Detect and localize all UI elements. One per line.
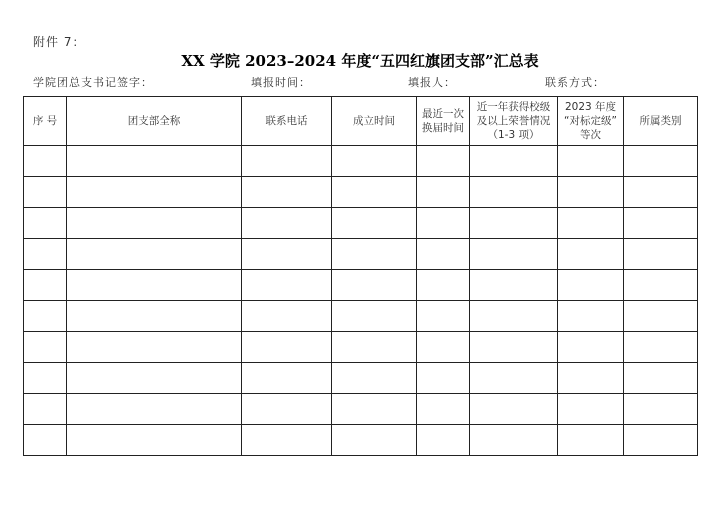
attachment-label: 附件 7： <box>33 35 86 49</box>
table-cell[interactable] <box>558 208 624 239</box>
table-cell[interactable] <box>470 239 558 270</box>
table-cell[interactable] <box>470 363 558 394</box>
table-cell[interactable] <box>558 301 624 332</box>
header-row <box>24 97 698 146</box>
table-cell[interactable] <box>624 394 698 425</box>
table-cell[interactable] <box>417 332 470 363</box>
table-cell[interactable] <box>67 394 242 425</box>
table-row <box>24 394 698 425</box>
table-cell[interactable] <box>67 208 242 239</box>
table-row <box>24 239 698 270</box>
table-cell[interactable] <box>624 301 698 332</box>
table-cell[interactable] <box>67 425 242 456</box>
table-cell[interactable] <box>558 177 624 208</box>
table-cell[interactable] <box>558 146 624 177</box>
table-cell[interactable] <box>470 146 558 177</box>
table-cell[interactable] <box>417 270 470 301</box>
table-cell[interactable] <box>558 394 624 425</box>
table-cell[interactable] <box>624 363 698 394</box>
table-row <box>24 177 698 208</box>
table-cell[interactable] <box>242 425 332 456</box>
column-header <box>470 97 558 146</box>
table-row <box>24 425 698 456</box>
table-cell[interactable] <box>417 208 470 239</box>
table-cell[interactable] <box>24 239 67 270</box>
table-cell[interactable] <box>332 239 417 270</box>
table-body <box>24 146 698 456</box>
table-cell[interactable] <box>417 239 470 270</box>
fill-time-label: 填报时间： <box>251 76 311 89</box>
table-cell[interactable] <box>24 332 67 363</box>
table-cell[interactable] <box>624 425 698 456</box>
column-header-line: 序 号 <box>32 115 58 127</box>
table-cell[interactable] <box>242 332 332 363</box>
table-cell[interactable] <box>624 177 698 208</box>
table-cell[interactable] <box>24 208 67 239</box>
table-cell[interactable] <box>470 270 558 301</box>
column-header <box>558 97 624 146</box>
table-cell[interactable] <box>242 301 332 332</box>
table-cell[interactable] <box>470 394 558 425</box>
table-row <box>24 332 698 363</box>
summary-table <box>23 96 698 456</box>
table-cell[interactable] <box>558 363 624 394</box>
column-header-line: 团支部全称 <box>127 115 181 127</box>
table-cell[interactable] <box>624 239 698 270</box>
table-cell[interactable] <box>242 394 332 425</box>
table-cell[interactable] <box>67 363 242 394</box>
table-cell[interactable] <box>24 177 67 208</box>
column-header <box>624 97 698 146</box>
table-cell[interactable] <box>470 425 558 456</box>
table-row <box>24 146 698 177</box>
table-cell[interactable] <box>24 363 67 394</box>
table-cell[interactable] <box>417 301 470 332</box>
table-cell[interactable] <box>332 332 417 363</box>
table-cell[interactable] <box>332 208 417 239</box>
column-header-line: 换届时间 <box>422 122 464 134</box>
table-cell[interactable] <box>242 146 332 177</box>
table-cell[interactable] <box>24 146 67 177</box>
document-title: XX 学院 2023–2024 年度“五四红旗团支部”汇总表 <box>181 52 539 70</box>
table-cell[interactable] <box>624 332 698 363</box>
table-cell[interactable] <box>67 239 242 270</box>
table-cell[interactable] <box>624 270 698 301</box>
table-cell[interactable] <box>242 208 332 239</box>
contact-label: 联系方式： <box>545 76 605 89</box>
table-cell[interactable] <box>417 146 470 177</box>
table-cell[interactable] <box>417 177 470 208</box>
filler-label: 填报人： <box>408 76 456 89</box>
table-cell[interactable] <box>470 177 558 208</box>
table-cell[interactable] <box>67 332 242 363</box>
table-row <box>24 208 698 239</box>
column-header <box>242 97 332 146</box>
table-cell[interactable] <box>332 425 417 456</box>
table-cell[interactable] <box>624 208 698 239</box>
table-cell[interactable] <box>470 208 558 239</box>
column-header <box>332 97 417 146</box>
table-cell[interactable] <box>24 425 67 456</box>
table-cell[interactable] <box>332 177 417 208</box>
table-cell[interactable] <box>242 239 332 270</box>
column-header-line: 近一年获得校级 <box>476 101 551 113</box>
column-header-line: 成立时间 <box>353 115 395 127</box>
column-header-line: 2023 年度 <box>564 101 617 113</box>
table-row <box>24 363 698 394</box>
table-cell[interactable] <box>67 301 242 332</box>
table-cell[interactable] <box>67 177 242 208</box>
column-header-line: 最近一次 <box>422 108 464 120</box>
table-cell[interactable] <box>624 146 698 177</box>
column-header-line: “对标定级” <box>564 115 617 127</box>
column-header-line: 所属类别 <box>639 115 682 127</box>
table-cell[interactable] <box>67 146 242 177</box>
table-cell[interactable] <box>332 270 417 301</box>
column-header-line: 等次 <box>580 129 601 141</box>
secretary-sign-label: 学院团总支书记签字： <box>33 76 153 89</box>
table-cell[interactable] <box>24 394 67 425</box>
table-cell[interactable] <box>558 270 624 301</box>
table-cell[interactable] <box>242 363 332 394</box>
table-row <box>24 270 698 301</box>
table-cell[interactable] <box>24 301 67 332</box>
table-cell[interactable] <box>332 301 417 332</box>
table-cell[interactable] <box>24 270 67 301</box>
table-cell[interactable] <box>332 363 417 394</box>
table-cell[interactable] <box>558 332 624 363</box>
table-row <box>24 301 698 332</box>
table-cell[interactable] <box>67 270 242 301</box>
column-header-line: 联系电话 <box>265 115 308 127</box>
table-cell[interactable] <box>332 146 417 177</box>
table-cell[interactable] <box>470 332 558 363</box>
table-cell[interactable] <box>558 239 624 270</box>
column-header <box>67 97 242 146</box>
table-cell[interactable] <box>558 425 624 456</box>
table-cell[interactable] <box>242 177 332 208</box>
table-cell[interactable] <box>417 425 470 456</box>
column-header-line: 及以上荣誉情况 <box>476 115 551 127</box>
table-cell[interactable] <box>417 363 470 394</box>
column-header-line: （1-3 项） <box>487 129 540 141</box>
table-cell[interactable] <box>332 394 417 425</box>
column-header <box>24 97 67 146</box>
table-cell[interactable] <box>242 270 332 301</box>
table-cell[interactable] <box>470 301 558 332</box>
column-header <box>417 97 470 146</box>
table-cell[interactable] <box>417 394 470 425</box>
